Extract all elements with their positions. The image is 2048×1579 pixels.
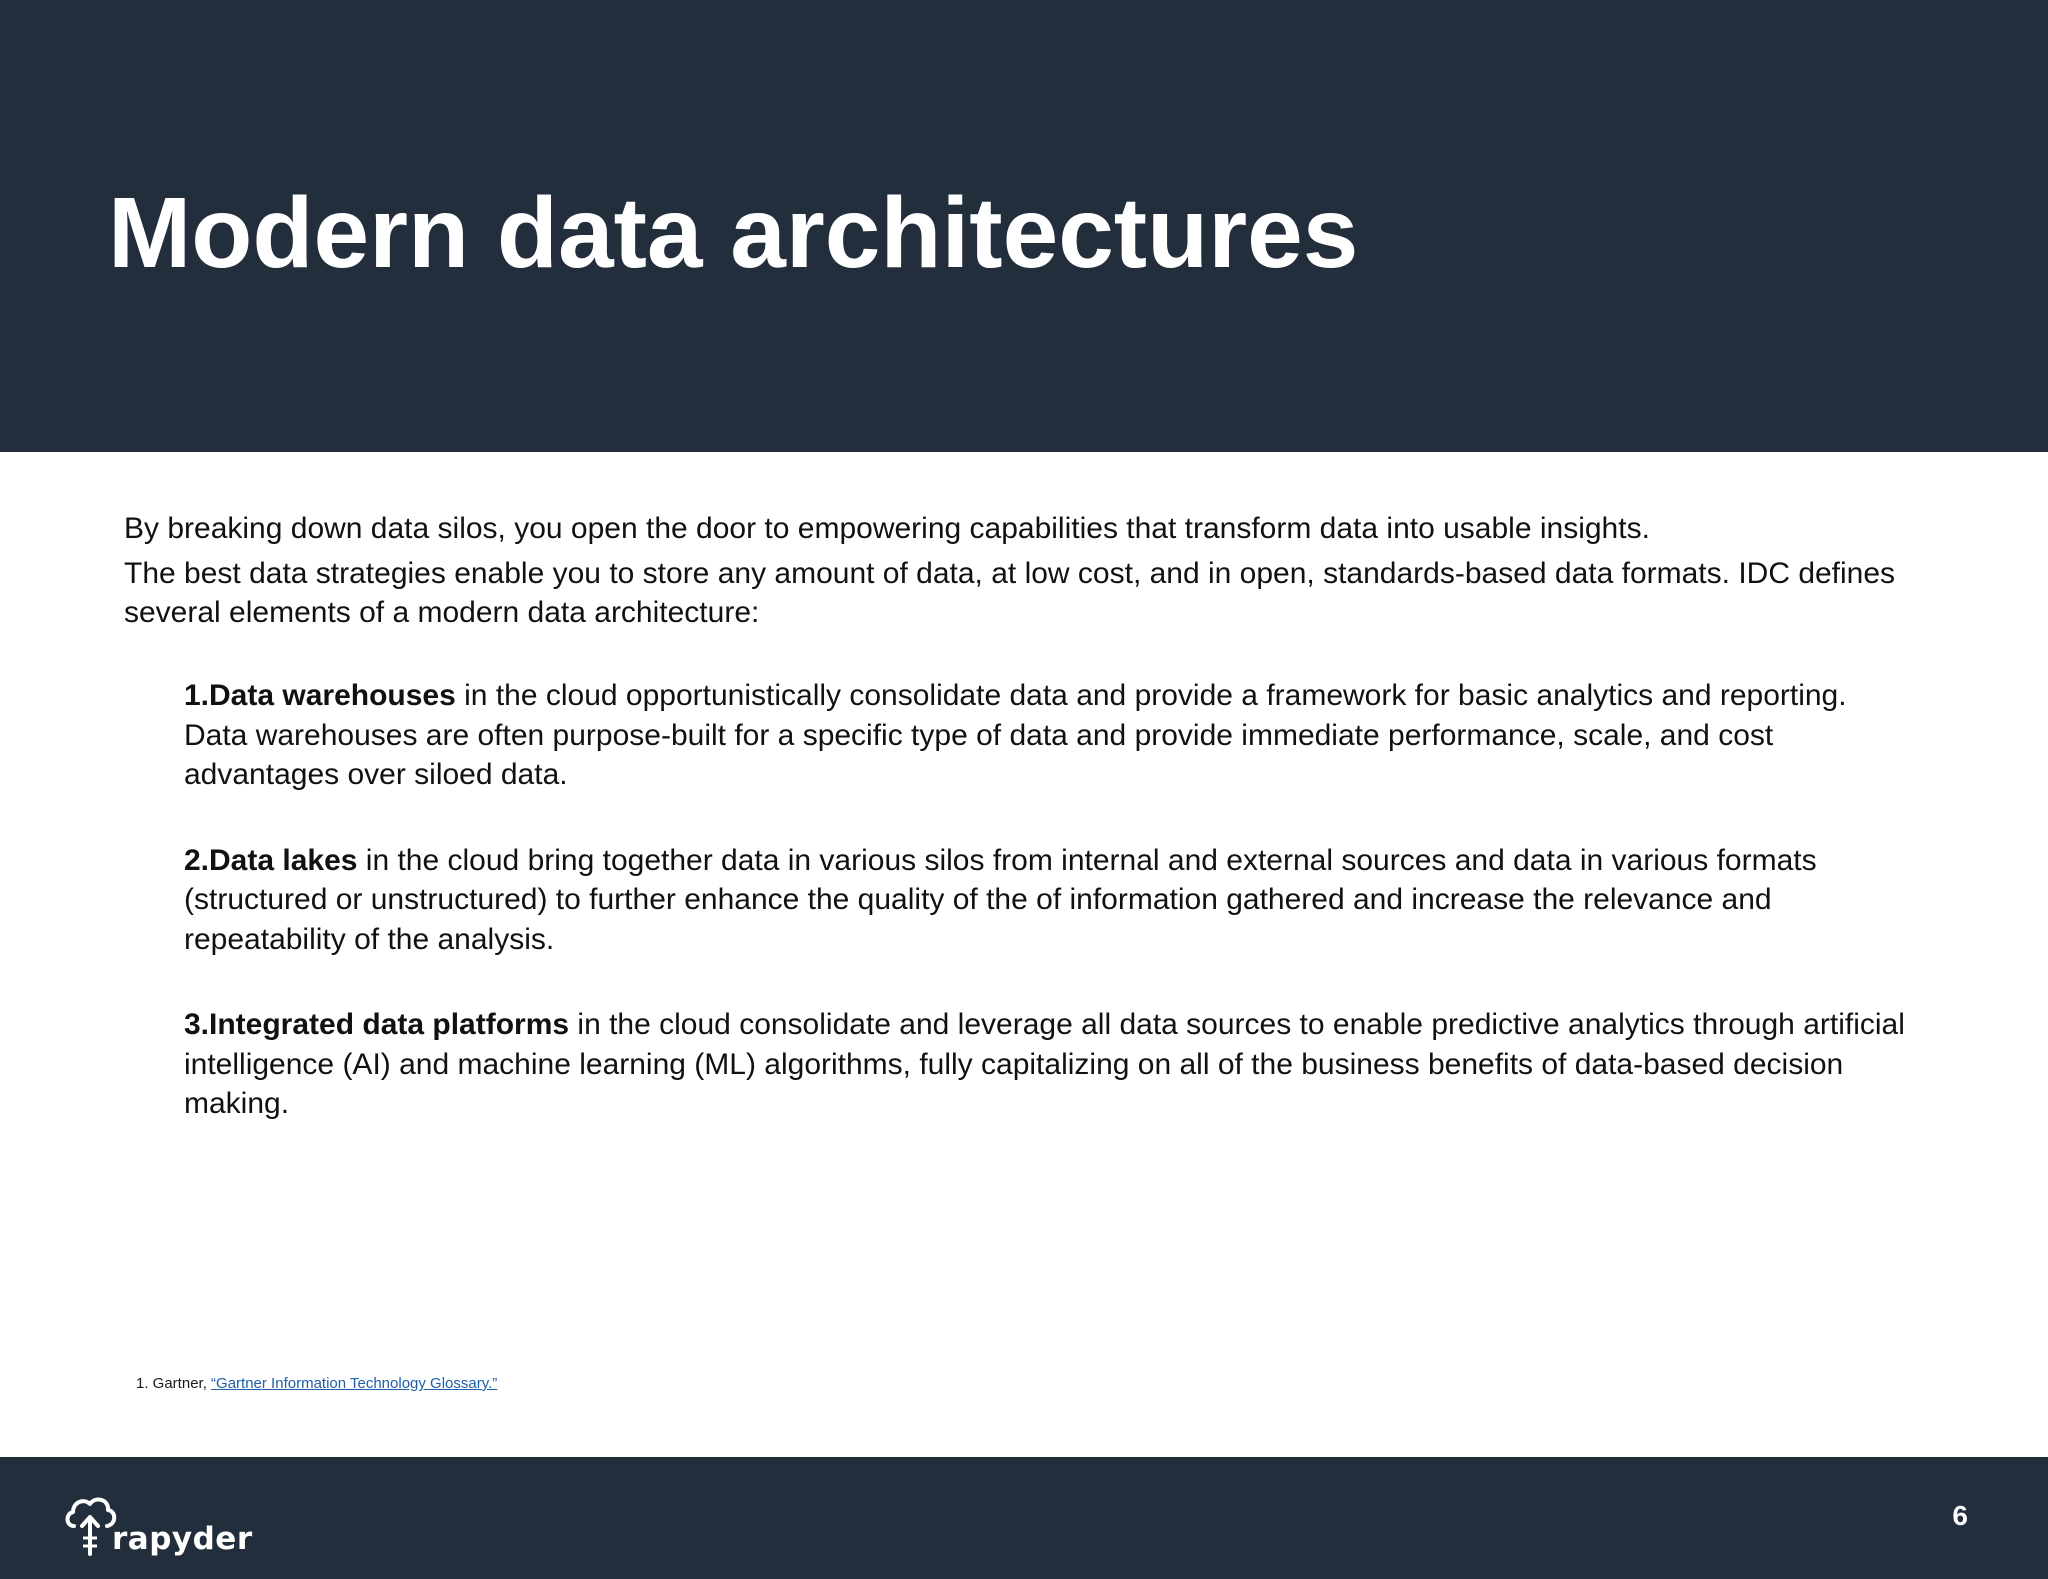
element-description: in the cloud bring together data in various silos from internal and external sources and data in various formats (structured or unstructured) to further enhance the quality of the of information gathered and increase the relevance and repeatability of the analysis. [184,843,1817,956]
page-number: 6 [1952,1500,1968,1531]
footnote-prefix: 1. Gartner, [136,1375,212,1392]
glossary-link[interactable]: “Gartner Information Technology Glossary.” [211,1375,498,1392]
intro-text [124,509,1964,632]
list-item [184,1005,1914,1124]
element-description: in the cloud opportunistically consolidate data and provide a framework for basic analytics and reporting. Data warehouses are often purpose-built for a specific type of data and provide immediate performance, scale, and cost advantages over siloed data. [184,679,1847,791]
intro-line-2: The best data strategies enable you to store any amount of data, at low cost, and in open, standards-based data formats. IDC defines several elements of a modern data architecture: [124,557,1896,629]
list-item [184,676,1914,795]
element-term: 2.Data lakes [184,843,358,877]
element-term: 1.Data warehouses [184,679,456,712]
logo-wordmark: rapyder [112,1521,253,1557]
element-description: in the cloud consolidate and leverage all data sources to enable predictive analytics through artificial intelligence (AI) and machine learning (ML) algorithms, fully capitalizing on all of the business benefits of data-based decision making. [184,1008,1905,1120]
header-band [0,0,2048,452]
footer-band [0,1457,2048,1579]
footnote [136,1375,497,1392]
list-item [184,841,1914,960]
architecture-elements-list [184,676,1914,1170]
cloud-upload-icon [62,1492,118,1558]
intro-line-1: By breaking down data silos, you open the door to empowering capabilities that transform data into usable insights. [124,512,1650,545]
element-term: 3.Integrated data platforms [184,1008,570,1041]
page-title: Modern data architectures [108,177,1359,289]
rapyder-logo [62,1488,253,1558]
